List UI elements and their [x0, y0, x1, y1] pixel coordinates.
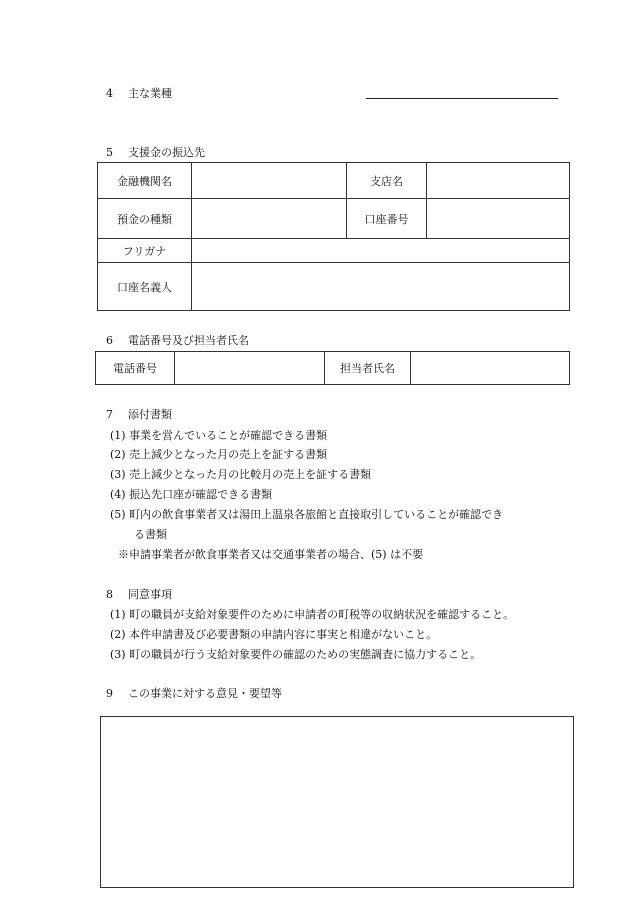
- section-8-heading: [106, 588, 172, 602]
- branch-name-label: 支店名: [347, 163, 427, 199]
- consent-item: [110, 648, 481, 662]
- item-number: (1): [110, 608, 126, 621]
- item-number: (2): [110, 448, 126, 461]
- section-title: 同意事項: [128, 588, 172, 601]
- furigana-label: フリガナ: [98, 239, 192, 263]
- section-number: 5: [106, 146, 113, 159]
- furigana-field[interactable]: [192, 239, 570, 263]
- section-number: 8: [106, 588, 113, 601]
- section-number: 9: [106, 687, 113, 700]
- attachment-item: [110, 488, 272, 502]
- item-number: (3): [110, 468, 126, 481]
- item-text: 本件申請書及び必要書類の申請内容に事実と相違がないこと。: [129, 628, 438, 641]
- phone-field[interactable]: [175, 352, 325, 385]
- account-number-field[interactable]: [427, 199, 570, 239]
- contact-table: [95, 351, 570, 385]
- section-4-heading: [106, 87, 172, 101]
- item-text: 事業を営んでいることが確認できる書類: [129, 429, 328, 442]
- contact-person-field[interactable]: [411, 352, 570, 385]
- item-number: (3): [110, 648, 126, 661]
- item-text: 町の職員が行う支給対象要件の確認のための実態調査に協力すること。: [129, 648, 482, 661]
- consent-item: [110, 628, 437, 642]
- item-number: (1): [110, 429, 126, 442]
- attachment-item: [110, 448, 327, 462]
- bank-name-label: 金融機関名: [98, 163, 192, 199]
- section-title: この事業に対する意見・要望等: [128, 687, 282, 700]
- business-type-input-line[interactable]: [366, 98, 558, 99]
- item-number: (5): [110, 508, 126, 521]
- item-number: (2): [110, 628, 126, 641]
- attachment-item: [110, 429, 327, 443]
- account-holder-label: 口座名義人: [98, 263, 192, 311]
- item-text: 売上減少となった月の売上を証する書類: [129, 448, 328, 461]
- attachment-item-continuation: る書類: [134, 528, 167, 541]
- opinion-textarea[interactable]: [100, 716, 574, 888]
- bank-name-field[interactable]: [192, 163, 347, 199]
- item-text: 町内の飲食事業者又は湯田上温泉各旅館と直接取引していることが確認でき: [129, 508, 504, 521]
- account-number-label: 口座番号: [347, 199, 427, 239]
- item-number: (4): [110, 488, 126, 501]
- section-number: 6: [106, 334, 113, 347]
- item-text: 振込先口座が確認できる書類: [129, 488, 273, 501]
- section-title: 添付書類: [128, 408, 172, 421]
- section-title: 電話番号及び担当者氏名: [128, 334, 249, 347]
- contact-person-label: 担当者氏名: [325, 352, 411, 385]
- phone-label: 電話番号: [96, 352, 175, 385]
- attachment-item: [110, 468, 371, 482]
- section-number: 4: [106, 87, 113, 100]
- consent-item: [110, 608, 514, 622]
- deposit-type-field[interactable]: [192, 199, 347, 239]
- bank-transfer-table: [97, 162, 570, 311]
- attachment-note: ※申請事業者が飲食事業者又は交通事業者の場合、(5) は不要: [118, 548, 424, 561]
- section-title: 支援金の振込先: [128, 146, 205, 159]
- section-7-heading: [106, 408, 172, 422]
- section-5-heading: [106, 146, 205, 160]
- section-9-heading: [106, 687, 282, 701]
- attachment-item: [110, 508, 503, 522]
- item-text: 売上減少となった月の比較月の売上を証する書類: [129, 468, 372, 481]
- section-number: 7: [106, 408, 113, 421]
- section-6-heading: [106, 334, 249, 348]
- section-title: 主な業種: [128, 87, 172, 100]
- account-holder-field[interactable]: [192, 263, 570, 311]
- item-text: 町の職員が支給対象要件のために申請者の町税等の収納状況を確認すること。: [129, 608, 515, 621]
- branch-name-field[interactable]: [427, 163, 570, 199]
- deposit-type-label: 預金の種類: [98, 199, 192, 239]
